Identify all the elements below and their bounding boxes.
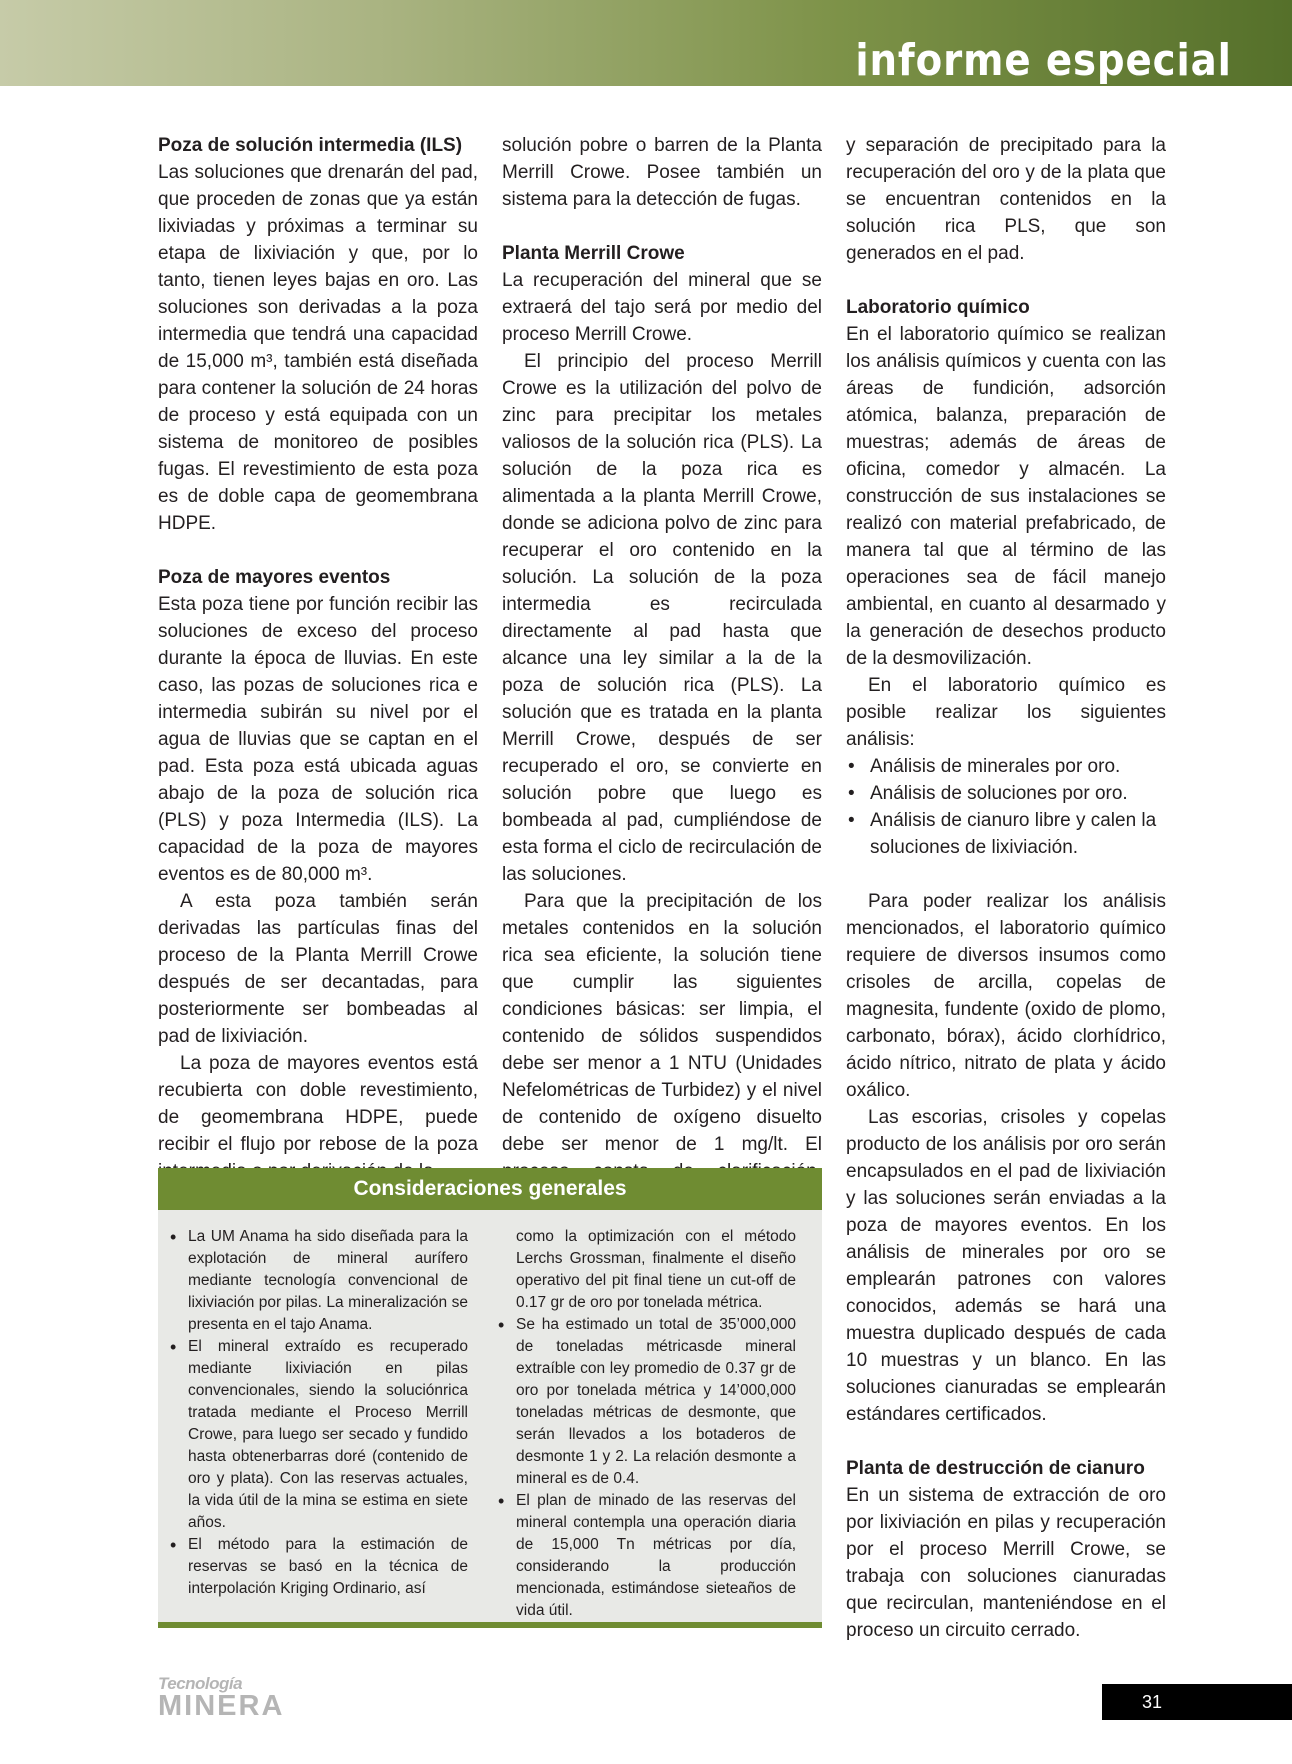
paragraph: El principio del proceso Merrill Crowe es la utilización del polvo de zinc para precipitar los metales valiosos de la solución rica (PLS). La solución de la poza rica es alimentada a la planta Merrill Crowe, donde se adiciona polvo de zinc para recuperar el oro contenido en la solución. La solución de la poza intermedia es recirculada directamente al pad hasta que alcance una ley similar a la de la poza de solución rica (PLS). La solución que es tratada en la planta Merrill Crowe, después de ser recuperado el oro, se convierte en solución pobre que luego es bombeada al pad, cumpliéndose de esta forma el ciclo de recirculación de las soluciones. [502,351,822,885]
section-title: informe especial [855,35,1232,86]
paragraph: solución pobre o barren de la Planta Merrill Crowe. Posee también un sistema para la detección de fugas. [502,135,822,210]
heading-poza-mayores-eventos: Poza de mayores eventos [158,567,391,588]
paragraph: En un sistema de extracción de oro por lixiviación en pilas y recuperación por el proceso Merrill Crowe, se trabaja con soluciones cianuradas que recirculan, manteniéndose en el proceso un circuito cerrado. [846,1485,1166,1641]
column-3 [846,132,1166,1644]
list-item: • El plan de minado de las reservas del mineral contempla una operación diaria de 15,000 Tn métricas por día, considerando la producción mencionada, estimándose sieteaños de vida útil. [496,1490,796,1622]
logo-top-text: Tecnología [158,1674,243,1693]
considerations-box-title: Consideraciones generales [158,1168,822,1210]
page-number: 31 [1141,1692,1163,1712]
heading-planta-merrill-crowe: Planta Merrill Crowe [502,243,685,264]
column-2 [502,132,822,1212]
paragraph: A esta poza también serán derivadas las partículas finas del proceso de la Planta Merrill Crowe después de ser decantadas, para posteriormente ser bombeadas al pad de lixiviación. [158,891,478,1047]
logo-bottom-text: MINERA [158,1690,285,1722]
list-item-continuation: como la optimización con el método Lerchs Grossman, finalmente el diseño operativo del pit final tiene un cut-off de 0.17 gr de oro por tonelada métrica. [516,1228,796,1311]
list-item: • El mineral extraído es recuperado mediante lixiviación en pilas convencionales, siendo la soluciónrica tratada mediante el Proceso Merrill Crowe, para luego ser secado y fundido hasta obtenerbarras doré (contenido de oro y plata). Con las reservas actuales, la vida útil de la mina se estima en siete años. [168,1336,468,1534]
paragraph: y separación de precipitado para la recuperación del oro y de la plata que se encuentran contenidos en la solución rica PLS, que son generados en el pad. [846,135,1166,264]
list-item: • El método para la estimación de reservas se basó en la técnica de interpolación Kriging Ordinario, así [168,1534,468,1600]
list-item: • Análisis de soluciones por oro. [846,780,1166,807]
list-item: • Análisis de minerales por oro. [846,753,1166,780]
list-item: • La UM Anama ha sido diseñada para la explotación de mineral aurífero mediante tecnología convencional de lixiviación por pilas. La mineralización se presenta en el tajo Anama. [168,1226,468,1336]
page-number-bar [1102,1684,1292,1720]
paragraph: En el laboratorio químico es posible realizar los siguientes análisis: [846,675,1166,750]
list-item: • Análisis de cianuro libre y calen la soluciones de lixiviación. [846,807,1166,861]
paragraph: Las escorias, crisoles y copelas producto de los análisis por oro serán encapsulados en el pad de lixiviación y las soluciones serán enviadas a la poza de mayores eventos. En los análisis de minerales por oro se emplearán patrones con valores conocidos, además se hará una muestra duplicado después de cada 10 muestras y un blanco. En las soluciones cianuradas se emplearán estándares certificados. [846,1107,1166,1425]
paragraph: Las soluciones que drenarán del pad, que proceden de zonas que ya están lixiviadas y próximas a terminar su etapa de lixiviación y que, por lo tanto, tienen leyes bajas en oro. Las soluciones son derivadas a la poza intermedia que tendrá una capacidad de 15,000 m³, también está diseñada para contener la solución de 24 horas de proceso y está equipada con un sistema de monitoreo de posibles fugas. El revestimiento de esta poza es de doble capa de geomembrana HDPE. [158,162,478,534]
paragraph: Esta poza tiene por función recibir las soluciones de exceso del proceso durante la época de lluvias. En este caso, las pozas de soluciones rica e intermedia subirán su nivel por el agua de lluvias que se captan en el pad. Esta poza está ubicada aguas abajo de la poza de solución rica (PLS) y poza Intermedia (ILS). La capacidad de la poza de mayores eventos es de 80,000 m³. [158,594,478,885]
considerations-box [158,1168,822,1628]
analysis-list [846,753,1166,861]
paragraph: La poza de mayores eventos está recubierta con doble revestimiento, de geomembrana HDPE, puede recibir el flujo por rebose de la poza [158,1053,478,1155]
heading-planta-destruccion-cianuro: Planta de destrucción de cianuro [846,1458,1145,1479]
list-item: • Se ha estimado un total de 35’000,000 de toneladas métricasde mineral extraíble con ley promedio de 0.37 gr de oro por tonelada métrica y 14’000,000 toneladas métricas de desmonte, que serán llevados a los botaderos de desmonte 1 y 2. La relación desmonte a mineral es de 0.4. [496,1314,796,1490]
paragraph: Para poder realizar los análisis mencionados, el laboratorio químico requiere de diversos insumos como crisoles de arcilla, copelas de magnesita, fundente (oxido de plomo, carbonato, bórax), ácido clorhídrico, ácido nítrico, nitrato de plata y ácido oxálico. [846,891,1166,1101]
considerations-column-left [168,1226,468,1600]
paragraph: Para que la precipitación de los metales contenidos en la solución rica sea eficiente, la solución tiene que cumplir las siguientes condiciones básicas: ser limpia, el contenido de sólidos suspendidos debe ser menor a 1 NTU (Unidades Nefelométricas de Turbidez) y el nivel de contenido de oxígeno disuelto debe ser menor de 1 mg/lt. El [502,891,822,1155]
paragraph: La recuperación del mineral que se extraerá del tajo será por medio del proceso Merrill Crowe. [502,270,822,345]
magazine-logo [158,1676,284,1720]
heading-laboratorio-quimico: Laboratorio químico [846,297,1030,318]
column-1 [158,132,478,1185]
heading-poza-intermedia: Poza de solución intermedia (ILS) [158,135,463,156]
considerations-column-right [496,1226,796,1622]
paragraph: En el laboratorio químico se realizan los análisis químicos y cuenta con las áreas de fundición, adsorción atómica, balanza, preparación de muestras; además de áreas de oficina, comedor y almacén. La construcción de sus instalaciones se realizó con material prefabricado, de manera tal que al término de las operaciones sea de fácil manejo ambiental, en cuanto al desarmado y la generación de desechos producto de la desmovilización. [846,324,1166,669]
